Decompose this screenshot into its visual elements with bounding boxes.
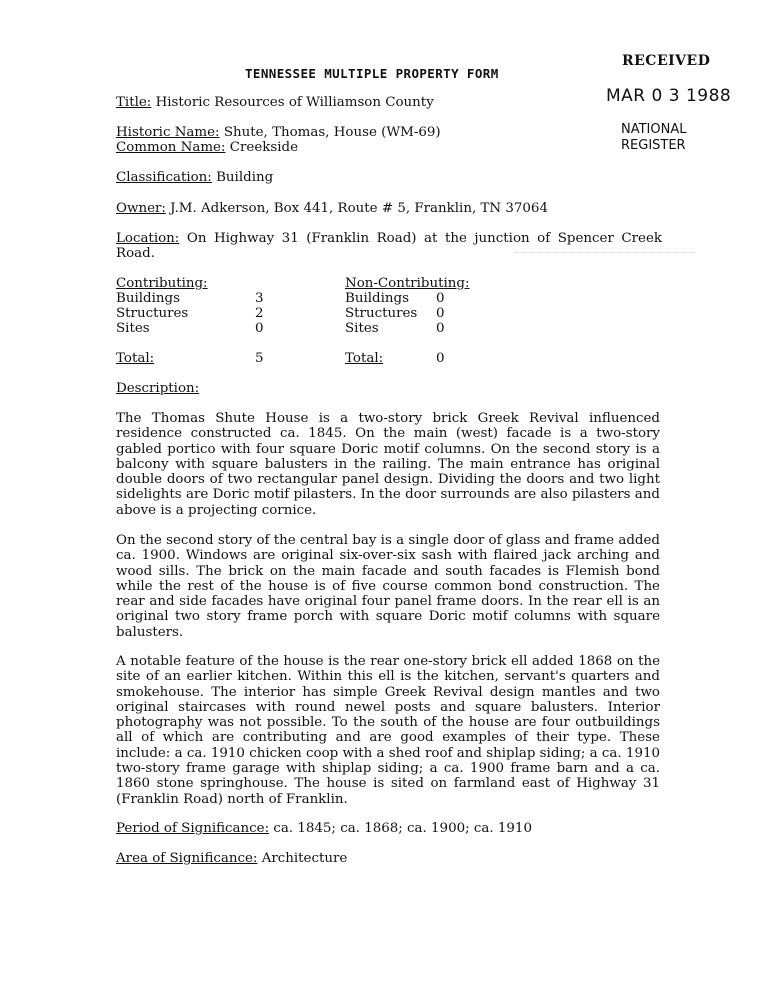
location-value-line1: On Highway 31 (Franklin Road) at the junction of Spencer Creek: [186, 231, 662, 246]
received-date-stamp: MAR 0 3 1988: [606, 86, 732, 106]
total-contributing-count: 5: [255, 351, 264, 366]
title-field: [116, 95, 434, 110]
total-label: Total:: [116, 351, 155, 366]
non-contributing-structures-count: 0: [436, 306, 445, 321]
period-of-significance-label: Period of Significance:: [116, 821, 270, 836]
title-value: Historic Resources of Williamson County: [155, 95, 434, 110]
historic-name-field: [116, 125, 441, 140]
faint-annotation-mark: [515, 252, 695, 263]
description-heading: Description:: [116, 381, 200, 396]
contributing-structures-count: 2: [255, 306, 264, 321]
nc-row-label-structures: Structures: [345, 306, 418, 321]
area-of-significance-value: Architecture: [261, 851, 348, 866]
non-contributing-heading: Non-Contributing:: [345, 276, 470, 291]
period-of-significance-field: [116, 821, 532, 836]
description-paragraph-1: The Thomas Shute House is a two-story brick Greek Revival influenced residence constructed ca. 1845. On the main (west) facade is a two-story gabled portico with four square Doric motif columns. On the second story is a balcony with square balusters in the railing. The main entrance has original double doors of two rectangular panel design. Dividing the doors and two light sidelights are Doric motif pilasters. In the door surrounds are also pilasters and above is a projecting cornice.: [116, 411, 660, 518]
national-register-stamp: [621, 122, 686, 154]
nc-row-label-buildings: Buildings: [345, 291, 409, 306]
classification-label: Classification:: [116, 170, 212, 185]
row-label-buildings: Buildings: [116, 291, 180, 306]
owner-value: J.M. Adkerson, Box 441, Route # 5, Franklin, TN 37064: [170, 201, 548, 216]
common-name-value: Creekside: [229, 140, 299, 155]
common-name-field: [116, 140, 298, 155]
contributing-heading: Contributing:: [116, 276, 208, 291]
total-non-contributing-count: 0: [436, 351, 445, 366]
description-paragraph-3: A notable feature of the house is the rear one-story brick ell added 1868 on the site of an earlier kitchen. Within this ell is the kitchen, servant's quarters and smokehouse. The interior has simple Greek Revival design mantles and two original staircases with round newel posts and square balusters. Interior photography was not possible. To the south of the house are four outbuildings all of which are contributing and are good examples of their type. These include: a ca. 1910 chicken coop with a shed roof and shiplap siding; a ca. 1910 two-story frame garage with shiplap siding; a ca. 1900 frame barn and a ca. 1860 stone springhouse. The house is sited on farmland east of Highway 31 (Franklin Road) north of Franklin.: [116, 654, 660, 807]
classification-value: Building: [216, 170, 274, 185]
contributing-sites-count: 0: [255, 321, 264, 336]
nc-total-label: Total:: [345, 351, 384, 366]
common-name-label: Common Name:: [116, 140, 226, 155]
area-of-significance-field: [116, 851, 347, 866]
title-label: Title:: [116, 95, 152, 110]
non-contributing-sites-count: 0: [436, 321, 445, 336]
row-label-structures: Structures: [116, 306, 189, 321]
received-stamp: RECEIVED: [622, 53, 711, 69]
contributing-buildings-count: 3: [255, 291, 264, 306]
stamp-line-register: REGISTER: [621, 138, 686, 153]
historic-name-value: Shute, Thomas, House (WM-69): [223, 125, 441, 140]
location-field: [116, 231, 662, 246]
row-label-sites: Sites: [116, 321, 150, 336]
area-of-significance-label: Area of Significance:: [116, 851, 258, 866]
period-of-significance-value: ca. 1845; ca. 1868; ca. 1900; ca. 1910: [273, 821, 532, 836]
form-title: TENNESSEE MULTIPLE PROPERTY FORM: [245, 66, 499, 81]
location-value-line2: Road.: [116, 246, 155, 261]
description-paragraph-2: On the second story of the central bay is a single door of glass and frame added ca. 1900. Windows are original six-over-six sash with flaired jack arching and wood sills. The brick on the main facade and south facades is Flemish bond while the rest of the house is of five course common bond construction. The rear and side facades have original four panel frame doors. In the rear ell is an original two story frame porch with square Doric motif columns with square balusters.: [116, 533, 660, 640]
nc-row-label-sites: Sites: [345, 321, 379, 336]
owner-label: Owner:: [116, 201, 166, 216]
owner-field: [116, 201, 548, 216]
stamp-line-national: NATIONAL: [621, 122, 687, 137]
location-label: Location:: [116, 231, 180, 246]
non-contributing-buildings-count: 0: [436, 291, 445, 306]
historic-name-label: Historic Name:: [116, 125, 220, 140]
classification-field: [116, 170, 273, 185]
